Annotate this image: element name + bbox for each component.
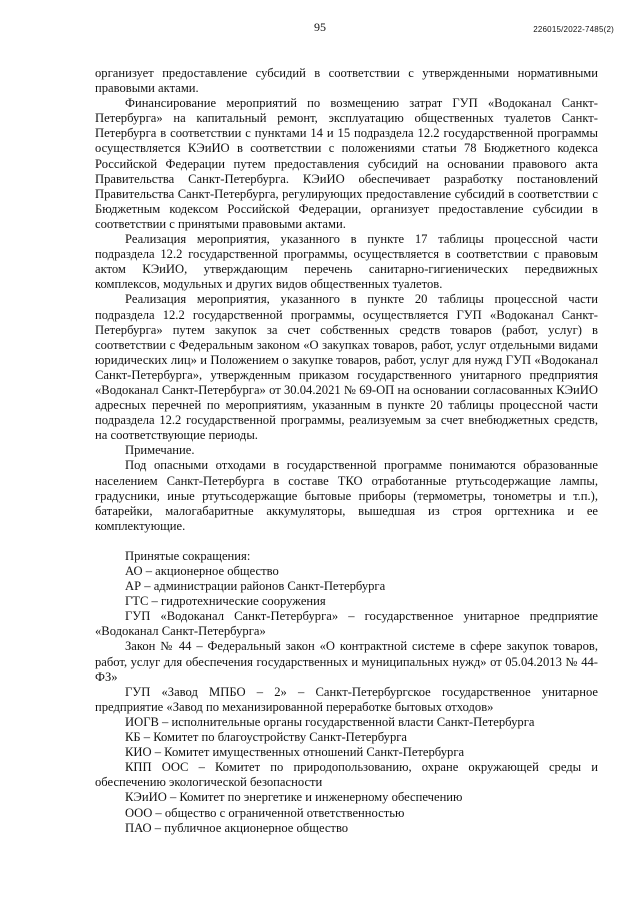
- abbreviation-item: ГУП «Завод МПБО – 2» – Санкт-Петербургское государственное унитарное предприятие «Завод по механизированной переработке бытовых отходов»: [95, 684, 598, 714]
- paragraph-item-20: Реализация мероприятия, указанного в пункте 20 таблицы процессной части подраздела 12.2 государственной программы, осуществляется ГУП «Водоканал Санкт-Петербурга» путем закупок за счет собственных средств товаров (работ, услуг) в соответствии с Федеральным законом «О закупках товаров, работ, услуг отдельными видами юридических лиц» и Положением о закупке товаров, работ, услуг для нужд ГУП «Водоканал Санкт-Петербурга», утвержденным приказом государственного унитарного предприятия «Водоканал Санкт-Петербурга» от 30.04.2021 № 69-ОП на основании согласованных КЭиИО адресных перечней по мероприятиям, указанным в пункте 20 таблицы процессной части подраздела 12.2 государственной программы, реализуемым за счет внебюджетных средств, на соответствующие периоды.: [95, 292, 598, 443]
- paragraph-financing: Финансирование мероприятий по возмещению затрат ГУП «Водоканал Санкт-Петербурга» на капитальный ремонт, эксплуатацию общественных туалетов Санкт-Петербурга в соответствии с пунктами 14 и 15 подраздела 12.2 государственной программы осуществляется КЭиИО в соответствии с положениями статьи 78 Бюджетного кодекса Российской Федерации путем предоставления субсидий на основании правового акта Правительства Санкт-Петербурга. КЭиИО обеспечивает разработку постановлений Правительства Санкт-Петербурга, регулирующих предоставление субсидий в соответствии с Бюджетным кодексом Российской Федерации, организует предоставление субсидии в соответствии с принятыми правовыми актами.: [95, 96, 598, 231]
- document-id: 226015/2022-7485(2): [533, 25, 614, 34]
- abbreviation-item: АО – акционерное общество: [125, 564, 279, 578]
- page-body: [95, 66, 598, 836]
- abbreviation-item: ГУП «Водоканал Санкт-Петербурга» – государственное унитарное предприятие «Водоканал Санкт-Петербурга»: [95, 609, 598, 639]
- spacer: [95, 534, 598, 549]
- abbreviation-item: ПАО – публичное акционерное общество: [125, 820, 349, 835]
- abbreviation-item: ИОГВ – исполнительные органы государственной власти Санкт-Петербурга: [125, 714, 535, 729]
- page-number: 95: [314, 20, 326, 34]
- abbreviation-item: КБ – Комитет по благоустройству Санкт-Петербурга: [125, 730, 407, 745]
- abbreviation-item: КЭиИО – Комитет по энергетике и инженерному обеспечению: [125, 790, 463, 805]
- abbreviation-item: ООО – общество с ограниченной ответственностью: [125, 805, 405, 820]
- abbreviation-item: ГТС – гидротехнические сооружения: [125, 594, 326, 609]
- paragraph-hazardous-waste: Под опасными отходами в государственной программе понимаются образованные населением Санкт-Петербурга в составе ТКО отработанные ртутьсодержащие лампы, градусники, иные ртутьсодержащие бытовые приборы (термометры, тонометры и т.п.), батарейки, малогабаритные аккумуляторы, вышедшая из строя оргтехника и ее комплектующие.: [95, 458, 598, 533]
- paragraph-item-17: Реализация мероприятия, указанного в пункте 17 таблицы процессной части подраздела 12.2 государственной программы, осуществляется в соответствии с правовым актом КЭиИО, утверждающим перечень санитарно-гигиенических передвижных комплексов, модульных и других видов общественных туалетов.: [95, 232, 598, 292]
- abbreviation-item: КИО – Комитет имущественных отношений Санкт-Петербурга: [125, 745, 465, 760]
- paragraph-continuation: организует предоставление субсидий в соответствии с утвержденными нормативными правовыми актами.: [95, 66, 598, 96]
- note-heading: Примечание.: [125, 443, 195, 458]
- abbreviation-item: Закон № 44 – Федеральный закон «О контрактной системе в сфере закупок товаров, работ, услуг для обеспечения государственных и муниципальных нужд» от 05.04.2013 № 44-ФЗ»: [95, 639, 598, 684]
- abbreviations-heading: Принятые сокращения:: [125, 548, 251, 563]
- abbreviation-item: КПП ООС – Комитет по природопользованию, охране окружающей среды и обеспечению экологической безопасности: [95, 760, 598, 790]
- abbreviation-item: АР – администрации районов Санкт-Петербурга: [125, 579, 386, 594]
